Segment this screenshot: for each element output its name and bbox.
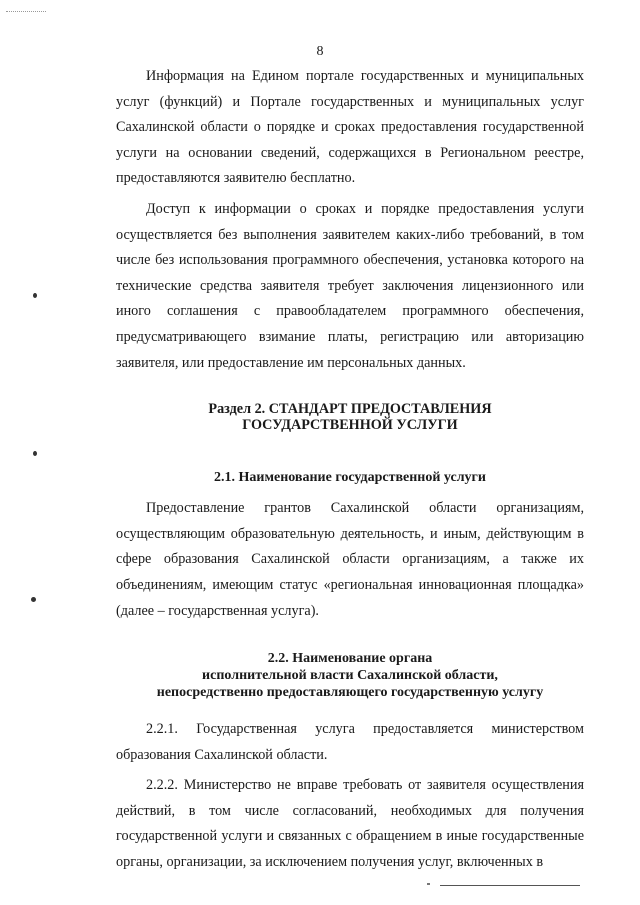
document-body xyxy=(116,64,584,876)
subsection-heading xyxy=(116,650,584,701)
paragraph: 2.2.1. Государственная услуга предоставляется министерством образования Сахалинской области. xyxy=(116,721,584,763)
subsection-heading: 2.1. Наименование государственной услуги xyxy=(214,470,486,486)
section-heading-line: Раздел 2. СТАНДАРТ ПРЕДОСТАВЛЕНИЯ xyxy=(208,401,492,418)
section-heading-line: ГОСУДАРСТВЕННОЙ УСЛУГИ xyxy=(242,417,458,434)
page-number: 8 xyxy=(316,44,324,59)
paragraph: Предоставление грантов Сахалинской области организациям, осуществляющим образовательную деятельность, и иным, действующим в сфере образования Сахалинской области организациям, а также их объединениям, имеющим статус «региональная инновационная площадка» (далее – государственная услуга). xyxy=(116,500,584,619)
subsection-heading-line: исполнительной власти Сахалинской области, xyxy=(202,668,498,684)
binder-hole-mark xyxy=(33,293,37,298)
binder-hole-mark xyxy=(31,597,36,602)
binder-hole-mark xyxy=(33,451,37,456)
paragraph: Доступ к информации о сроках и порядке предоставления услуги осуществляется без выполнения заявителем каких-либо требований, в том числе без использования программного обеспечения, установка которого на технические средства заявителя требует заключения лицензионного или иного соглашения с правообладателем программного обеспечения, предусматривающего взимание платы, регистрацию или авторизацию заявителя, или предоставление им персональных данных. xyxy=(116,200,584,371)
section-heading xyxy=(116,401,584,433)
paragraph: 2.2.2. Министерство не вправе требовать от заявителя осуществления действий, в том числе согласований, необходимых для получения государственной услуги и связанных с обращением в иные государственные органы, организации, за исключением получения услуг, включенных в xyxy=(116,777,584,871)
scan-artifact-footer xyxy=(427,883,430,885)
subsection-heading-line: непосредственно предоставляющего государственную услугу xyxy=(156,685,544,701)
subsection-heading-line: 2.2. Наименование органа xyxy=(267,651,433,667)
paragraph: Информация на Едином портале государственных и муниципальных услуг (функций) и Портале государственных и муниципальных услуг Сахалинской области о порядке и сроках предоставления государственной услуги на основании сведений, содержащихся в Региональном реестре, предоставляются заявителю бесплатно. xyxy=(116,68,584,187)
footer-rule xyxy=(440,885,580,886)
scan-artifact-top xyxy=(6,11,46,13)
